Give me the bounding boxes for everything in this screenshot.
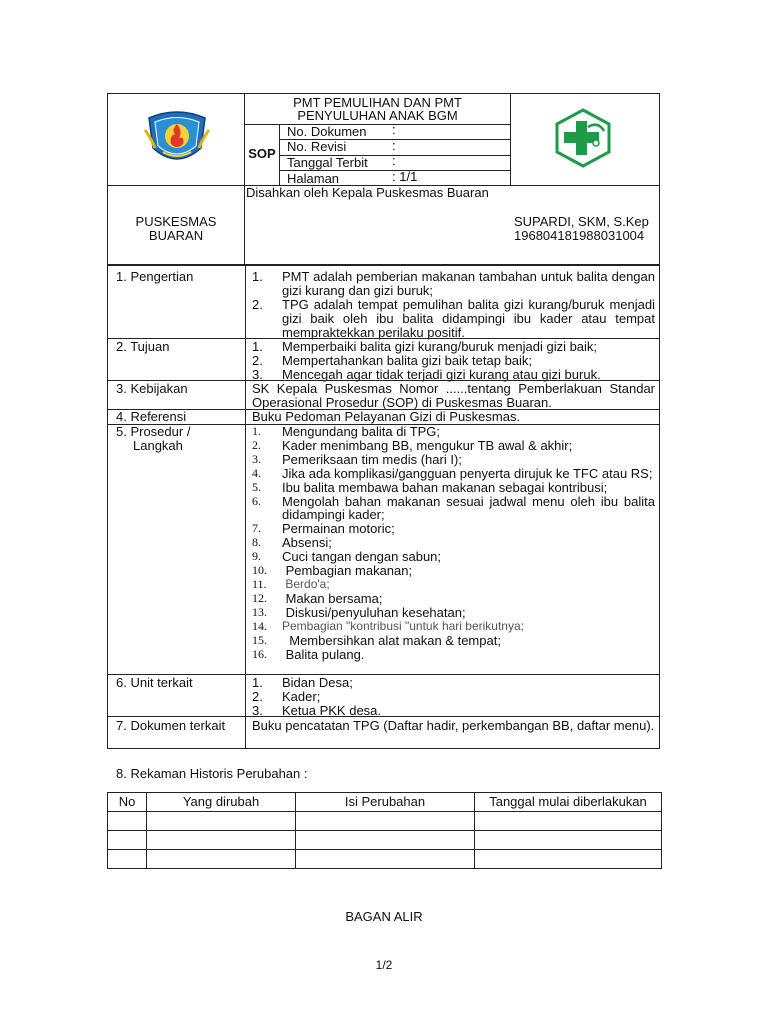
item-number: 1. [252, 339, 263, 354]
table-cell [475, 812, 662, 831]
row-content: Buku pencatatan TPG (Daftar hadir, perkembangan BB, daftar menu). [245, 717, 659, 748]
list-item [252, 453, 655, 467]
list-item [252, 564, 655, 578]
item-text: Memperbaiki balita gizi kurang/buruk menjadi gizi baik; [282, 339, 598, 354]
table-cell [296, 812, 475, 831]
item-text: Makan bersama; [282, 590, 383, 606]
revision-label: No. Revisi [287, 139, 347, 154]
item-text: Cuci tangan dengan sabun; [282, 549, 442, 565]
page-number: 1/2 [375, 958, 393, 972]
list-item [252, 298, 655, 340]
row-referensi [108, 409, 659, 424]
item-text: Pembagian "kontribusi "untuk hari berikutnya; [282, 618, 524, 633]
item-number: 12. [252, 590, 267, 605]
item-text: Jika ada komplikasi/gangguan penyerta dirujuk ke TFC atau RS; [282, 465, 653, 481]
table-cell [108, 812, 147, 831]
item-number: 7. [252, 521, 261, 536]
sop-title-line2: PENYULUHAN ANAK BGM [297, 108, 458, 123]
org-name-line1: PUSKESMAS [135, 214, 217, 229]
item-number: 5. [252, 479, 261, 494]
table-cell [475, 850, 662, 869]
row-content [245, 266, 659, 338]
org-name-line2: BUARAN [148, 228, 204, 243]
column-header: No [108, 793, 147, 812]
item-text: Balita pulang. [282, 646, 365, 662]
header-divider [244, 124, 510, 125]
regency-seal-logo [141, 108, 213, 171]
list-item [252, 354, 655, 368]
signer-name: SUPARDI, SKM, S.Kep [514, 214, 649, 229]
item-text: Mempertahankan balita gizi baik tetap baik; [282, 353, 533, 368]
doc-number-label: No. Dokumen [287, 124, 367, 139]
table-cell [108, 850, 147, 869]
authorized-by: Disahkan oleh Kepala Puskesmas Buaran [246, 185, 489, 200]
item-text: Kader; [282, 689, 321, 704]
item-number: 3. [252, 367, 263, 382]
row-label-line2: Langkah [133, 438, 183, 453]
item-number: 10. [252, 563, 267, 578]
item-number: 1. [252, 269, 263, 284]
sop-content-table [107, 265, 660, 749]
item-number: 2. [252, 437, 261, 452]
list-item [252, 493, 659, 523]
list-item [252, 620, 655, 634]
item-number: 6. [252, 493, 261, 508]
org-name [108, 215, 244, 243]
item-number: 11. [252, 576, 267, 591]
list-item [252, 270, 655, 298]
item-number: 1. [252, 424, 261, 438]
row-label-line1: 5. Prosedur / [116, 424, 191, 439]
list-item [252, 648, 655, 662]
item-number: 2. [252, 689, 263, 704]
signer-nip: 196804181988031004 [514, 228, 645, 243]
row-label: 3. Kebijakan [116, 381, 188, 396]
column-header: Yang dirubah [147, 793, 296, 812]
table-cell [147, 831, 296, 850]
item-text: Membersihkan alat makan & tempat; [282, 632, 501, 648]
list-item [252, 634, 655, 648]
item-number: 2. [252, 353, 263, 368]
item-number: 8. [252, 535, 261, 550]
sop-label: SOP [248, 146, 276, 161]
list-item [252, 425, 655, 439]
column-header: Isi Perubahan [296, 793, 475, 812]
table-header-row [108, 793, 662, 812]
item-number: 2. [252, 297, 263, 312]
row-label: 2. Tujuan [116, 339, 170, 354]
revision-value: : [392, 138, 396, 153]
history-title: 8. Rekaman Historis Perubahan : [116, 766, 308, 781]
item-text: Mencegah agar tidak terjadi gizi kurang atau gizi buruk. [282, 367, 601, 382]
item-number: 14. [252, 618, 267, 633]
table-cell [475, 831, 662, 850]
item-number: 3. [252, 451, 261, 466]
row-label: 1. Pengertian [116, 269, 194, 284]
row-label: 7. Dokumen terkait [116, 718, 226, 733]
item-text: TPG adalah tempat pemulihan balita gizi kurang/buruk menjadi gizi baik oleh ibu balita didampingi ibu kader atau tempat mempraktekkan perilaku positif. [282, 297, 655, 340]
item-text: Diskusi/penyuluhan kesehatan; [282, 604, 466, 620]
signer [514, 215, 649, 243]
item-text: Bidan Desa; [282, 675, 353, 690]
row-pengertian [108, 265, 659, 338]
row-dokumen [108, 716, 659, 748]
header-table [107, 93, 660, 265]
list-item [252, 481, 655, 495]
list-item [252, 467, 655, 481]
item-number: 4. [252, 465, 261, 480]
table-row [108, 812, 662, 831]
item-text: Mengolah bahan makanan sesuai jadwal menu oleh ibu balita didampingi kader; [282, 493, 659, 523]
column-header: Tanggal mulai diberlakukan [475, 793, 662, 812]
item-text: PMT adalah pemberian makanan tambahan untuk balita dengan gizi kurang dan gizi buruk; [282, 269, 655, 298]
row-prosedur [108, 424, 659, 674]
page-label: Halaman [287, 171, 340, 186]
sop-title-line1: PMT PEMULIHAN DAN PMT [293, 95, 462, 110]
list-item [252, 578, 655, 592]
list-item [252, 592, 655, 606]
item-text: Ibu balita membawa bahan makanan sebagai kontribusi; [282, 479, 608, 495]
row-label: 6. Unit terkait [116, 675, 193, 690]
item-number: 16. [252, 646, 267, 661]
row-kebijakan [108, 380, 659, 409]
row-tujuan [108, 338, 659, 380]
table-row [108, 850, 662, 869]
row-unit [108, 674, 659, 716]
list-item [252, 550, 655, 564]
header-divider [510, 94, 511, 185]
row-content: Buku Pedoman Pelayanan Gizi di Puskesmas. [245, 410, 659, 424]
list-item [252, 606, 655, 620]
row-label [108, 425, 244, 453]
table-row [108, 831, 662, 850]
item-number: 13. [252, 604, 267, 619]
row-label: 4. Referensi [116, 409, 187, 424]
list-item [252, 340, 655, 354]
puskesmas-logo [552, 107, 614, 172]
table-cell [108, 831, 147, 850]
doc-number-value: : [392, 122, 396, 137]
item-number: 1. [252, 675, 263, 690]
item-number: 9. [252, 549, 261, 564]
table-cell [296, 831, 475, 850]
list-item [252, 676, 655, 690]
row-content [245, 675, 659, 716]
item-text: Mengundang balita di TPG; [282, 424, 441, 439]
history-table [107, 792, 662, 869]
issue-date-label: Tanggal Terbit [287, 155, 368, 170]
list-item [252, 536, 655, 550]
item-text: Pembagian makanan; [282, 563, 413, 579]
flowchart-heading: BAGAN ALIR [345, 909, 423, 924]
item-text: Berdo'a; [282, 576, 330, 591]
table-cell [147, 850, 296, 869]
item-text: Absensi; [282, 535, 332, 551]
sop-title [245, 96, 510, 122]
row-content [245, 425, 659, 674]
issue-date-value: : [392, 153, 396, 168]
item-number: 3. [252, 703, 263, 718]
list-item [252, 522, 655, 536]
item-text: Ketua PKK desa. [282, 703, 382, 718]
list-item [252, 439, 655, 453]
item-text: Kader menimbang BB, mengukur TB awal & akhir; [282, 437, 573, 453]
list-item [252, 690, 655, 704]
row-content [245, 339, 659, 380]
item-number: 15. [252, 632, 267, 647]
page-value: : 1/1 [392, 169, 418, 184]
item-text: Permainan motoric; [282, 521, 395, 537]
table-cell [147, 812, 296, 831]
table-cell [296, 850, 475, 869]
row-content: SK Kepala Puskesmas Nomor ......tentang Pemberlakuan Standar Operasional Prosedur (SOP) di Puskesmas Buaran. [245, 381, 659, 409]
item-text: Pemeriksaan tim medis (hari I); [282, 451, 462, 467]
